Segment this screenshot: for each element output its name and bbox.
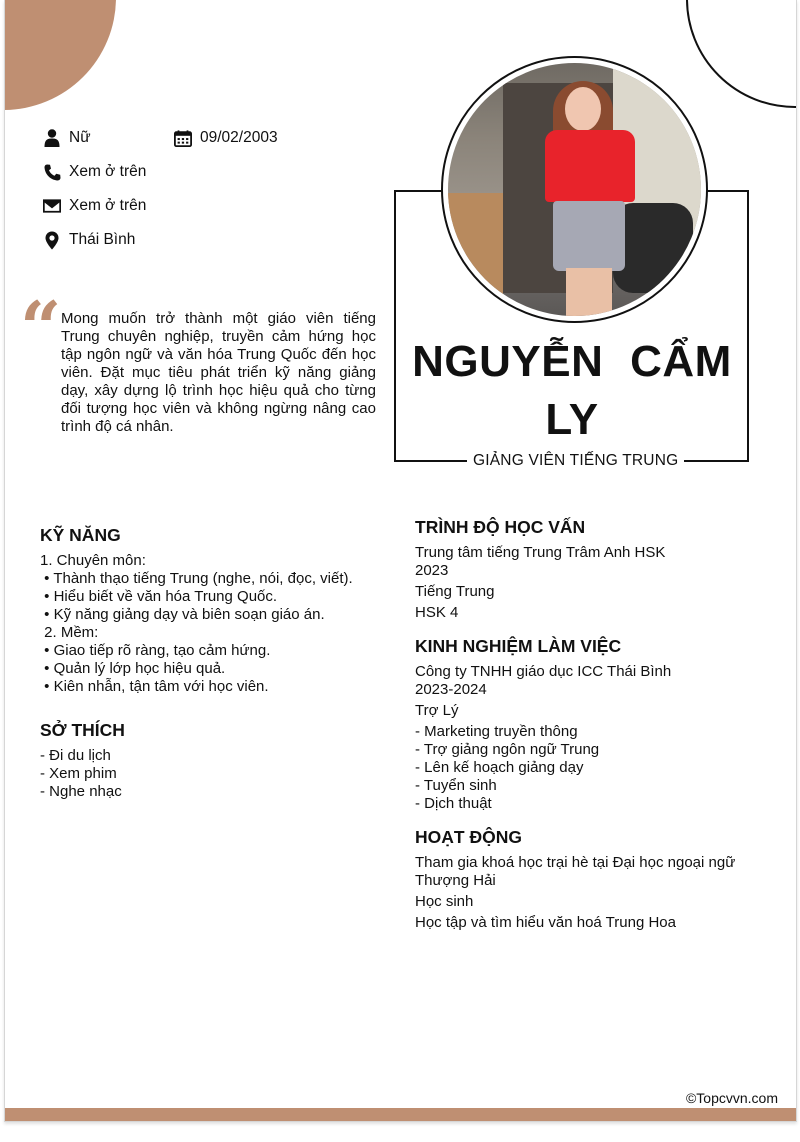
contact-birthday	[174, 129, 278, 147]
decorative-arc-top-right	[686, 0, 797, 108]
experience-company: Công ty TNHH giáo dục ICC Thái Bình	[415, 663, 672, 680]
phone-icon	[43, 163, 61, 181]
activity-description: Học tập và tìm hiểu văn hoá Trung Hoa	[415, 914, 676, 931]
address-value: Thái Bình	[69, 231, 136, 248]
activities-heading: HOẠT ĐỘNG	[415, 827, 522, 847]
education-year: 2023	[415, 562, 449, 579]
activity-name-cont: Thượng Hải	[415, 872, 496, 889]
education-detail: HSK 4	[415, 604, 459, 621]
skills-line: 1. Chuyên môn:	[40, 552, 146, 569]
envelope-icon	[43, 197, 61, 215]
copyright-text: ©Topcvvn.com	[685, 1090, 778, 1106]
experience-duty: - Dịch thuật	[415, 795, 492, 812]
skills-line: • Kỹ năng giảng dạy và biên soạn giáo án.	[40, 606, 325, 623]
email-value: Xem ở trên	[69, 197, 147, 214]
hobbies-heading: SỞ THÍCH	[40, 720, 125, 740]
skills-line: • Hiểu biết về văn hóa Trung Quốc.	[40, 588, 278, 605]
experience-duty: - Trợ giảng ngôn ngữ Trung	[415, 741, 600, 758]
contact-gender	[43, 129, 91, 147]
experience-heading: KINH NGHIỆM LÀM VIỆC	[415, 636, 622, 656]
education-heading: TRÌNH ĐỘ HỌC VẤN	[415, 517, 586, 537]
hobby-item: - Xem phim	[40, 765, 117, 782]
experience-period: 2023-2024	[415, 681, 487, 698]
phone-value: Xem ở trên	[69, 163, 147, 180]
avatar	[448, 63, 701, 316]
experience-duty: - Lên kế hoạch giảng dạy	[415, 759, 584, 776]
decorative-circle-top-left	[4, 0, 116, 110]
contact-address	[43, 231, 135, 249]
footer-accent-bar	[5, 1108, 796, 1121]
candidate-name: NGUYỄN CẨM LY	[412, 337, 732, 444]
experience-duty: - Tuyển sinh	[415, 777, 497, 794]
contact-phone	[43, 163, 146, 181]
experience-duty: - Marketing truyền thông	[415, 723, 578, 740]
job-title: GIẢNG VIÊN TIẾNG TRUNG	[467, 452, 684, 470]
location-pin-icon	[43, 231, 61, 249]
quote-icon: “	[20, 285, 56, 370]
skills-line: • Giao tiếp rõ ràng, tạo cảm hứng.	[40, 642, 271, 659]
activity-role: Học sinh	[415, 893, 474, 910]
experience-role: Trợ Lý	[415, 702, 459, 719]
education-major: Tiếng Trung	[415, 583, 495, 600]
contact-email	[43, 197, 146, 215]
skills-line: • Kiên nhẫn, tận tâm với học viên.	[40, 678, 269, 695]
birthday-value: 09/02/2003	[200, 129, 278, 146]
career-objective: Mong muốn trở thành một giáo viên tiếng Trung chuyên nghiệp, truyền cảm hứng học tập ngôn ngữ và văn hóa Trung Quốc đến học viên. Đặt mục tiêu phát triển kỹ năng giảng dạy, xây dựng lộ trình học hiệu quả cho từng đối tượng học viên và không ngừng nâng cao trình độ cá nhân.	[61, 310, 376, 435]
education-school: Trung tâm tiếng Trung Trâm Anh HSK	[415, 544, 666, 561]
skills-line: 2. Mềm:	[40, 624, 99, 641]
activity-name: Tham gia khoá học trại hè tại Đại học ngoại ngữ	[415, 854, 736, 871]
skills-line: • Thành thạo tiếng Trung (nghe, nói, đọc, viết).	[40, 570, 353, 587]
gender-value: Nữ	[69, 129, 91, 146]
hobby-item: - Nghe nhạc	[40, 783, 122, 800]
skills-heading: KỸ NĂNG	[40, 525, 121, 545]
hobby-item: - Đi du lịch	[40, 747, 111, 764]
skills-line: • Quản lý lớp học hiệu quả.	[40, 660, 226, 677]
calendar-icon	[174, 129, 192, 147]
person-icon	[43, 129, 61, 147]
